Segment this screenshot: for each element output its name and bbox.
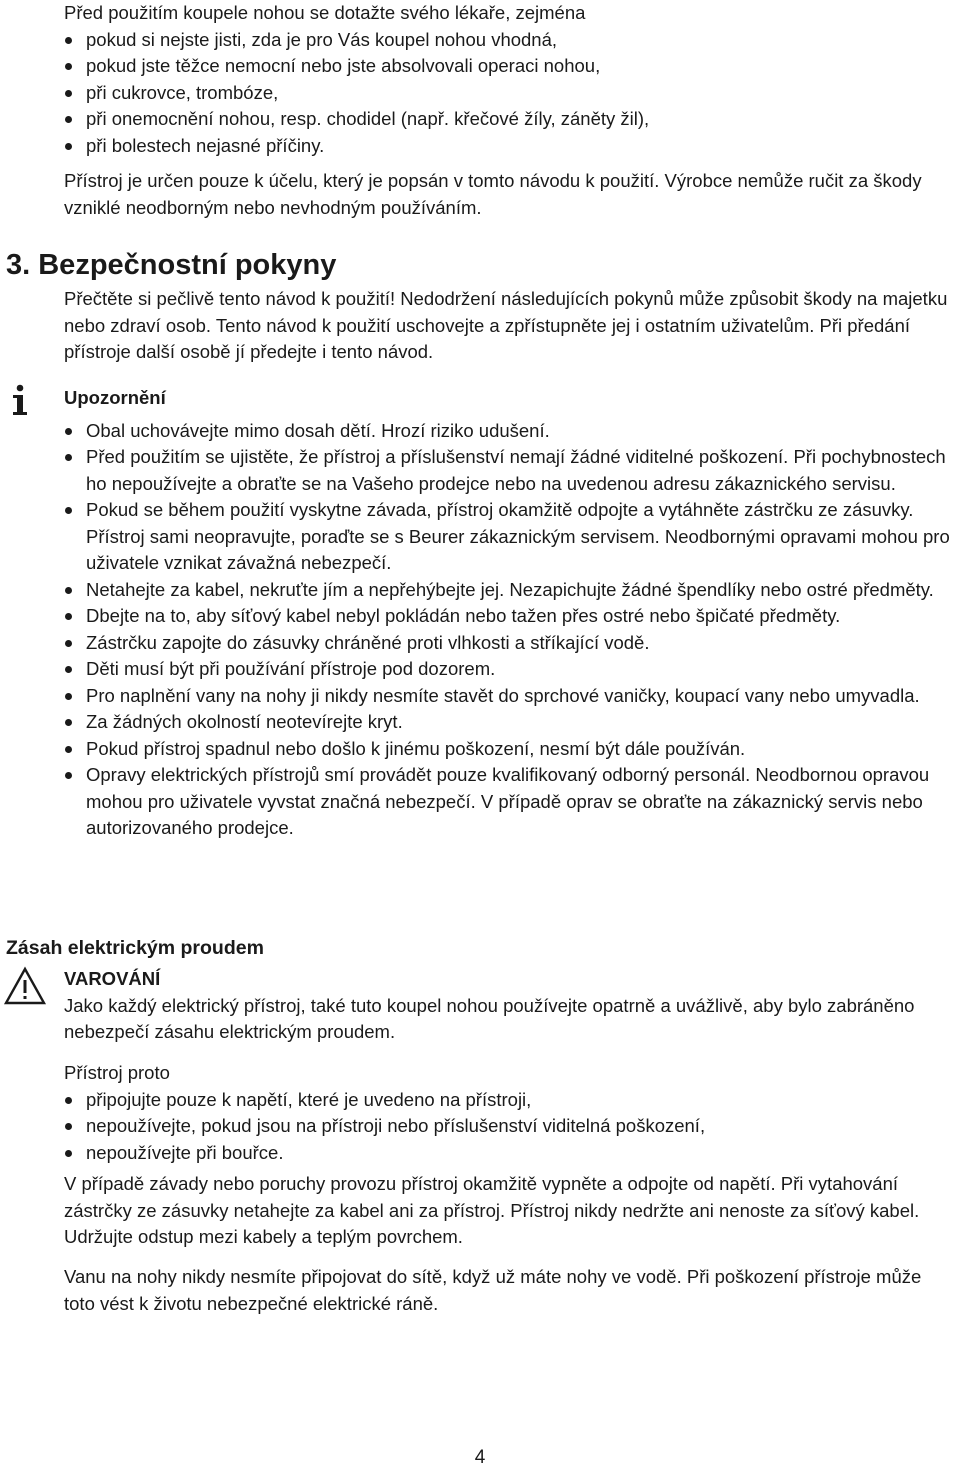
warning-section <box>64 966 956 1046</box>
list-item: Před použitím se ujistěte, že přístroj a příslušenství nemají žádné viditelné poškození. Při pochybnostech ho nepoužívejte a obraťte se na Vašeho prodejce nebo na uvedenou adresu zákaznického servisu. <box>64 444 956 497</box>
list-item: při onemocnění nohou, resp. chodidel (např. křečové žíly, záněty žil), <box>64 106 956 133</box>
list-item: pokud jste těžce nemocní nebo jste absolvovali operaci nohou, <box>64 53 956 80</box>
list-item: nepoužívejte při bouřce. <box>64 1140 956 1167</box>
list-item: Opravy elektrických přístrojů smí provádět pouze kvalifikovaný odborný personál. Neodbornou opravou mohou pro uživatele vyvstat značná nebezpečí. V případě oprav se obraťte na zákaznický servis nebo autorizovaného prodejce. <box>64 762 956 842</box>
list-item: Dbejte na to, aby síťový kabel nebyl pokládán nebo tažen přes ostré nebo špičaté předměty. <box>64 603 956 630</box>
list-item: připojujte pouze k napětí, které je uvedeno na přístroji, <box>64 1087 956 1114</box>
intro-lead: Před použitím koupele nohou se dotažte svého lékaře, zejména <box>64 2 586 23</box>
purpose-paragraph: Přístroj je určen pouze k účelu, který je popsán v tomto návodu k použití. Výrobce nemůže ručit za škody vzniklé neodborným nebo nevhodným používáním. <box>64 170 922 218</box>
electric-heading: Zásah elektrickým proudem <box>6 937 264 959</box>
notice-title: Upozornění <box>64 387 166 408</box>
intro-section <box>64 0 956 159</box>
list-item: Netahejte za kabel, nekruťte jím a nepřehýbejte jej. Nezapichujte žádné špendlíky nebo ostré předměty. <box>64 577 956 604</box>
device-instructions <box>64 1060 956 1166</box>
list-item: při bolestech nejasné příčiny. <box>64 133 956 160</box>
list-item: Pro naplnění vany na nohy ji nikdy nesmíte stavět do sprchové vaničky, koupací vany nebo umyvadla. <box>64 683 956 710</box>
list-item: při cukrovce, trombóze, <box>64 80 956 107</box>
notice-section <box>64 385 956 842</box>
device-lead: Přístroj proto <box>64 1062 170 1083</box>
list-item: nepoužívejte, pokud jsou na přístroji nebo příslušenství viditelná poškození, <box>64 1113 956 1140</box>
list-item: Pokud se během použití vyskytne závada, přístroj okamžitě odpojte a vytáhněte zástrčku ze zásuvky. Přístroj sami neopravujte, poraďte se s Beurer zákaznickým servisem. Neodbornými opravami mohou pro uživatele vznikat závažná nebezpečí. <box>64 497 956 577</box>
section-3-heading: 3. Bezpečnostní pokyny <box>6 249 337 281</box>
info-icon <box>4 381 36 417</box>
water-paragraph: Vanu na nohy nikdy nesmíte připojovat do sítě, když už máte nohy ve vodě. Při poškození přístroje může toto vést k životu nebezpečné elektrické ráně. <box>64 1266 922 1314</box>
warning-text: Jako každý elektrický přístroj, také tuto koupel nohou používejte opatrně a uvážlivě, aby bylo zabráněno nebezpečí zásahu elektrickým proudem. <box>64 994 915 1042</box>
section-3-intro: Přečtěte si pečlivě tento návod k použití! Nedodržení následujících pokynů může způsobit škody na majetku nebo zdraví osob. Tento návod k použití uschovejte a zpřístupněte jej i ostatním uživatelům. Při předání přístroje další osobě jí předejte i tento návod. <box>64 288 948 362</box>
list-item: Pokud přístroj spadnul nebo došlo k jinému poškození, nesmí být dále používán. <box>64 736 956 763</box>
list-item: Obal uchovávejte mimo dosah dětí. Hrozí riziko udušení. <box>64 418 956 445</box>
list-item: Děti musí být při používání přístroje pod dozorem. <box>64 656 956 683</box>
intro-bullet-list <box>64 27 956 160</box>
list-item: Za žádných okolností neotevírejte kryt. <box>64 709 956 736</box>
device-list <box>64 1087 956 1167</box>
fault-paragraph: V případě závady nebo poruchy provozu přístroj okamžitě vypněte a odpojte od napětí. Při vytahování zástrčky ze zásuvky netahejte za kabel ani za přístroj. Přístroj nikdy nedržte ani nenoste za síťový kabel. Udržujte odstup mezi kabely a teplým povrchem. <box>64 1173 920 1247</box>
warning-title: VAROVÁNÍ <box>64 968 161 989</box>
list-item: pokud si nejste jisti, zda je pro Vás koupel nohou vhodná, <box>64 27 956 54</box>
warning-icon <box>3 966 47 1006</box>
list-item: Zástrčku zapojte do zásuvky chráněné proti vlhkosti a stříkající vodě. <box>64 630 956 657</box>
notice-list <box>64 418 956 842</box>
page-number: 4 <box>474 1447 486 1468</box>
